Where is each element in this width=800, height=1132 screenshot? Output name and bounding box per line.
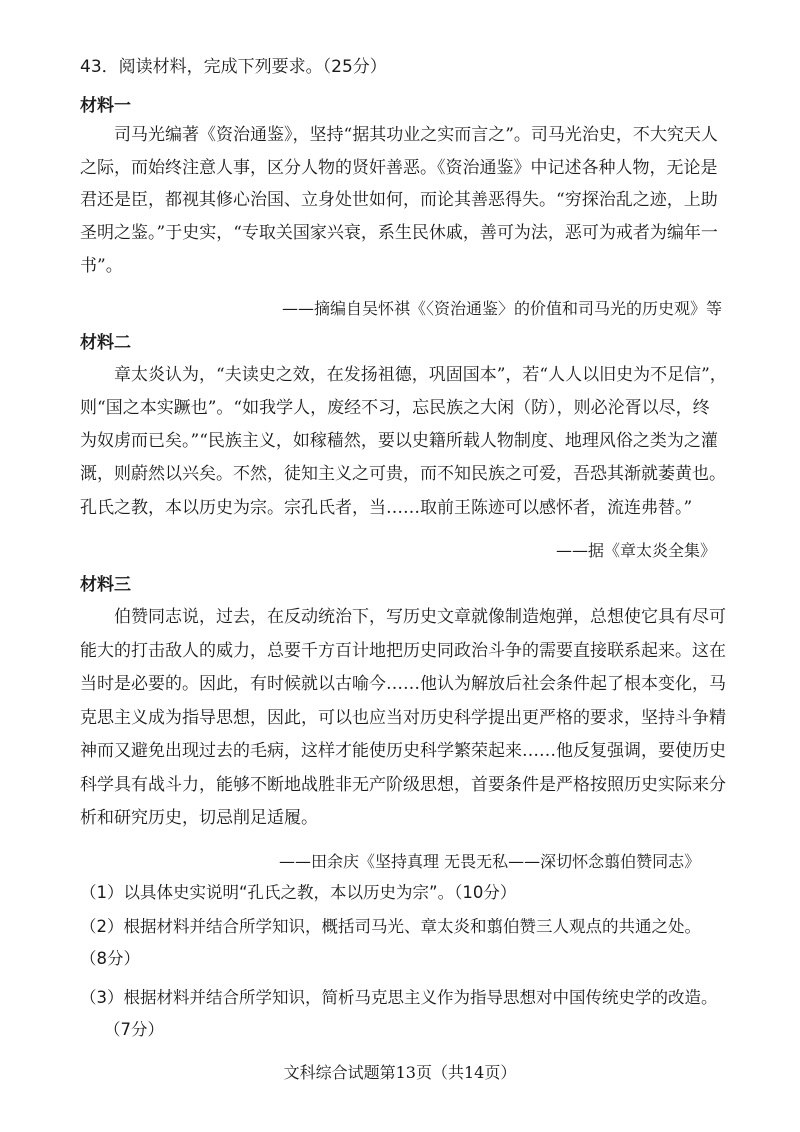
material2-line: 则“国之本实蹶也”。“如我学人，废经不习，忘民族之大闲（防），则必沦胥以尽，终 xyxy=(80,398,710,418)
question-1: （1）以具体史实说明“孔氏之教，本以历史为宗”。（10分） xyxy=(80,883,517,902)
material1-line: 书”。 xyxy=(80,256,123,276)
material1-source: ——摘编自吴怀祺《〈资治通鉴〉的价值和司马光的历史观》等 xyxy=(282,299,723,318)
material3-line: 克思主义成为指导思想，因此，可以也应当对历史科学提出更严格的要求，坚持斗争精 xyxy=(80,708,726,728)
material2-line: 章太炎认为，“夫读史之效，在发扬祖德，巩固国本”，若“人人以旧史为不足信”， xyxy=(114,365,727,385)
material1-line: 圣明之鉴。”于史实，“专取关国家兴衰，系生民休戚，善可为法，恶可为戒者为编年一 xyxy=(80,223,718,243)
material2-source: ——据《章太炎全集》 xyxy=(556,541,717,560)
material1-line: 之际，而始终注意人事，区分人物的贤奸善恶。《资治通鉴》中记述各种人物，无论是 xyxy=(80,158,718,178)
material3-title: 材料三 xyxy=(80,575,131,595)
question-3: （3）根据材料并结合所学知识，简析马克思主义作为指导思想对中国传统史学的改造。 xyxy=(80,988,718,1007)
question-3-points: （7分） xyxy=(104,1020,164,1039)
material1-title: 材料一 xyxy=(80,96,131,116)
question-2-points: （8分） xyxy=(80,949,140,968)
material3-line: 能大的打击敌人的威力，总要千方百计地把历史同政治斗争的需要直接联系起来。这在 xyxy=(80,641,726,661)
question-2: （2）根据材料并结合所学知识，概括司马光、章太炎和翦伯赞三人观点的共通之处。 xyxy=(80,917,701,936)
page-footer: 文科综合试题第13页（共14页） xyxy=(283,1063,517,1082)
material3-line: 析和研究历史，切忌削足适履。 xyxy=(80,808,318,828)
material1-line: 君还是臣，都视其修心治国、立身处世如何，而论其善恶得失。“穷探治乱之迹，上助 xyxy=(80,190,718,210)
material2-line: 溉，则蔚然以兴矣。不然，徒知主义之可贵，而不知民族之可爱，吾恐其渐就萎黄也。 xyxy=(80,464,726,484)
material2-line: 孔氏之教，本以历史为宗。宗孔氏者，当……取前王陈迹可以感怀者，流连弗替。” xyxy=(80,498,693,518)
material1-line: 司马光编著《资治通鉴》，坚持“据其功业之实而言之”。司马光治史，不大究天人 xyxy=(114,125,718,145)
material3-line: 当时是必要的。因此，有时候就以古喻今……他认为解放后社会条件起了根本变化，马 xyxy=(80,674,726,694)
material3-source: ——田余庆《坚持真理 无畏无私——深切怀念翦伯赞同志》 xyxy=(279,852,701,871)
material3-line: 神而又避免出现过去的毛病，这样才能使历史科学繁荣起来……他反复强调，要使历史 xyxy=(80,741,726,761)
material3-line: 伯赞同志说，过去，在反动统治下，写历史文章就像制造炮弹，总想使它具有尽可 xyxy=(114,607,726,627)
material3-line: 科学具有战斗力，能够不断地战胜非无产阶级思想，首要条件是严格按照历史实际来分 xyxy=(80,775,726,795)
material2-title: 材料二 xyxy=(80,333,131,353)
material2-line: 为奴虏而已矣。”“民族主义，如稼穑然，要以史籍所载人物制度、地理风俗之类为之灌 xyxy=(80,431,718,451)
question-header: 43．阅读材料，完成下列要求。（25分） xyxy=(80,57,387,77)
